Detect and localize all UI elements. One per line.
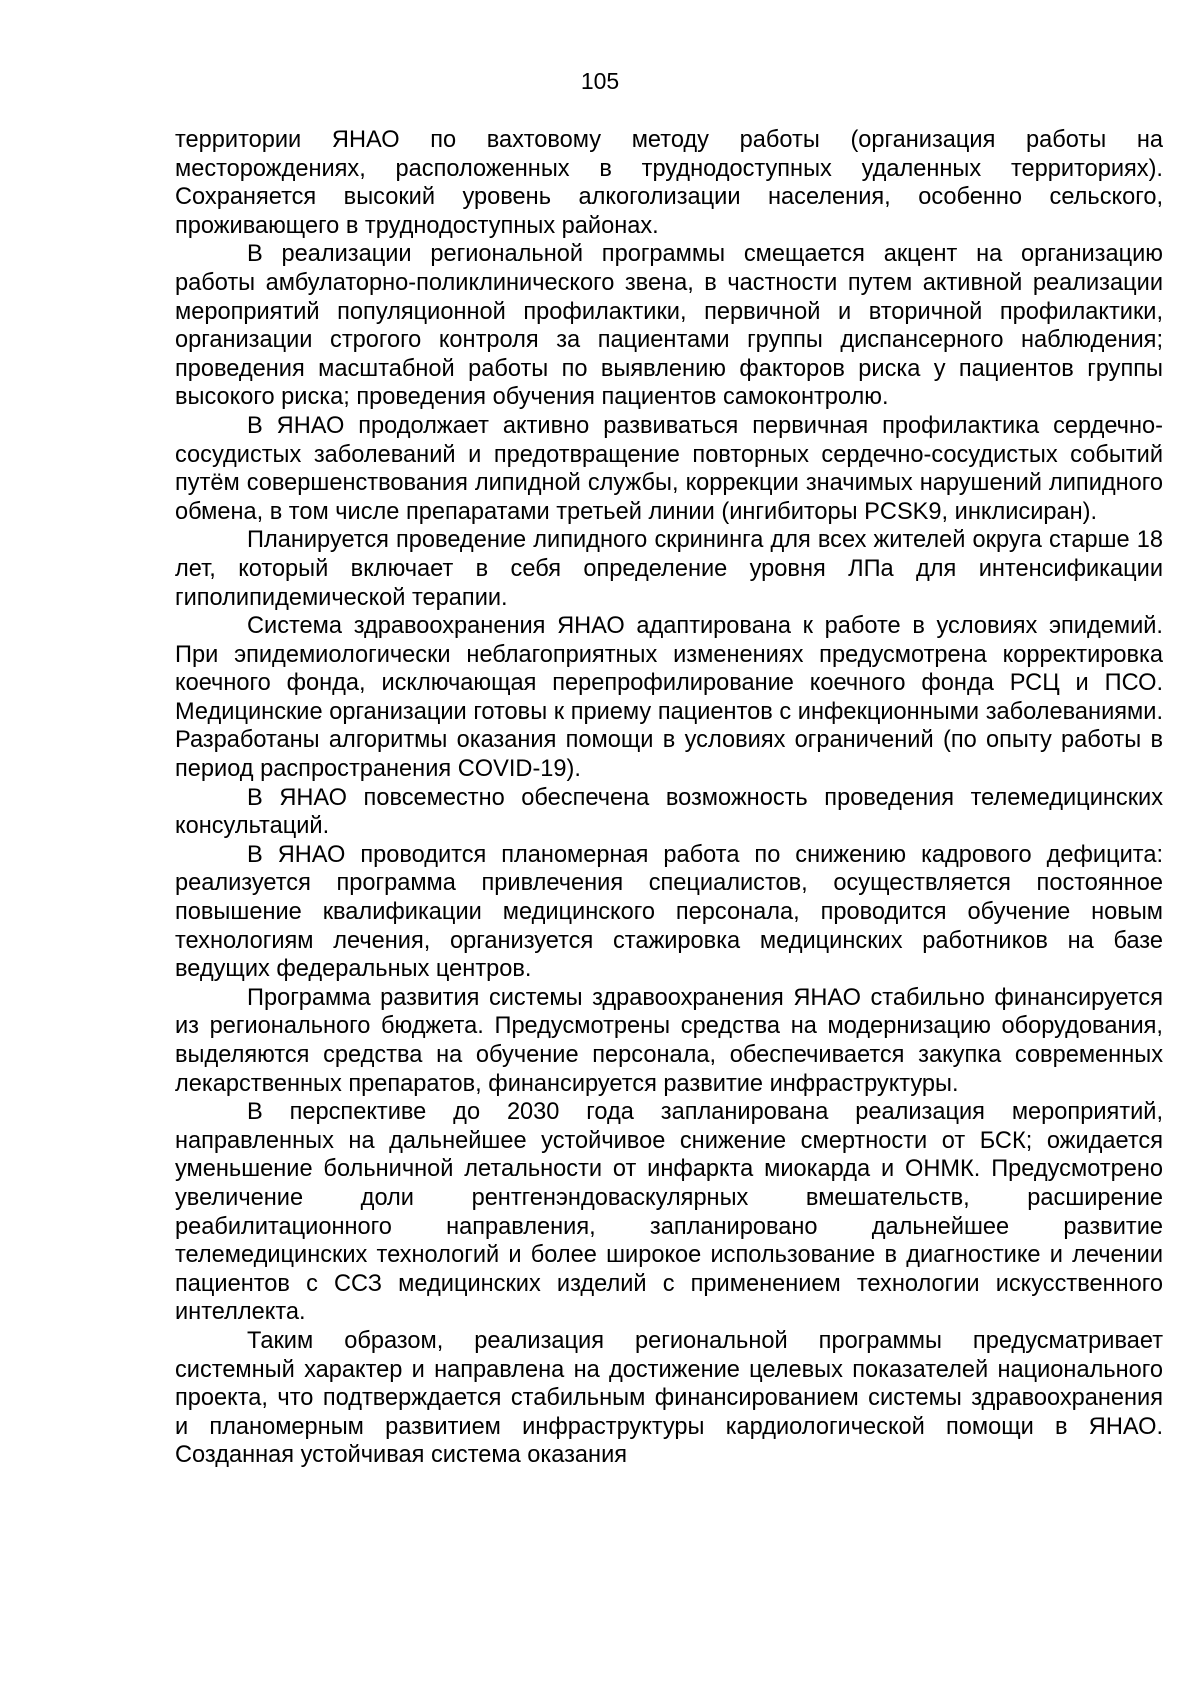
paragraph-telemedicine: В ЯНАО повсеместно обеспечена возможность проведения телемедицинских консультаций.: [175, 784, 1163, 840]
paragraph-outlook-2030: В перспективе до 2030 года запланирована реализация мероприятий, направленных на дальнейшее устойчивое снижение смертности от БСК; ожидается уменьшение больничной летальности от инфаркта миокарда и ОНМК. Предусмотрено увеличение доли рентгенэндоваскулярных вмешательств, расширение реабилитационного направления, запланировано дальнейшее развитие телемедицинских технологий и более широкое использование в диагностике и лечении пациентов с ССЗ медицинских изделий с применением технологии искусственного интеллекта.: [175, 1099, 1163, 1326]
paragraph-continuation: территории ЯНАО по вахтовому методу работы (организация работы на месторождениях, расположенных в труднодоступных удаленных территориях). Сохраняется высокий уровень алкоголизации населения, особенно сельского, проживающего в труднодоступных районах.: [175, 127, 1163, 239]
page-number: 105: [580, 68, 620, 94]
paragraph-staff-shortage: В ЯНАО проводится планомерная работа по снижению кадрового дефицита: реализуется программа привлечения специалистов, осуществляется постоянное повышение квалификации медицинского персонала, проводится обучение новым технологиям лечения, организуется стажировка медицинских работников на базе ведущих федеральных центров.: [175, 841, 1163, 983]
paragraph-lipid-screening: Планируется проведение липидного скрининга для всех жителей округа старше 18 лет, который включает в себя определение уровня ЛПа для интенсификации гиполипидемической терапии.: [175, 527, 1163, 611]
paragraph-conclusion: Таким образом, реализация региональной программы предусматривает системный характер и направлена на достижение целевых показателей национального проекта, что подтверждается стабильным финансированием системы здравоохранения и планомерным развитием инфраструктуры кардиологической помощи в ЯНАО. Созданная устойчивая система оказания: [175, 1327, 1163, 1469]
paragraph-epidemic-adaptation: Система здравоохранения ЯНАО адаптирована к работе в условиях эпидемий. При эпидемиологически неблагоприятных изменениях предусмотрена корректировка коечного фонда, исключающая перепрофилирование коечного фонда РСЦ и ПСО. Медицинские организации готовы к приему пациентов с инфекционными заболеваниями. Разработаны алгоритмы оказания помощи в условиях ограничений (по опыту работы в период распространения COVID-19).: [175, 613, 1163, 783]
paragraph-financing: Программа развития системы здравоохранения ЯНАО стабильно финансируется из регионального бюджета. Предусмотрены средства на модернизацию оборудования, выделяются средства на обучение персонала, обеспечивается закупка современных лекарственных препаратов, финансируется развитие инфраструктуры.: [175, 984, 1163, 1097]
paragraph-regional-program-focus: В реализации региональной программы смещается акцент на организацию работы амбулаторно-поликлинического звена, в частности путем активной реализации мероприятий популяционной профилактики, первичной и вторичной профилактики, организации строгого контроля за пациентами группы диспансерного наблюдения; проведения масштабной работы по выявлению факторов риска у пациентов группы высокого риска; проведения обучения пациентов самоконтролю.: [175, 241, 1163, 411]
paragraph-primary-prevention: В ЯНАО продолжает активно развиваться первичная профилактика сердечно-сосудистых заболеваний и предотвращение повторных сердечно-сосудистых событий путём совершенствования липидной службы, коррекции значимых нарушений липидного обмена, в том числе препаратами третьей линии (ингибиторы PCSK9, инклисиран).: [175, 412, 1163, 525]
document-body: [175, 126, 1163, 1470]
